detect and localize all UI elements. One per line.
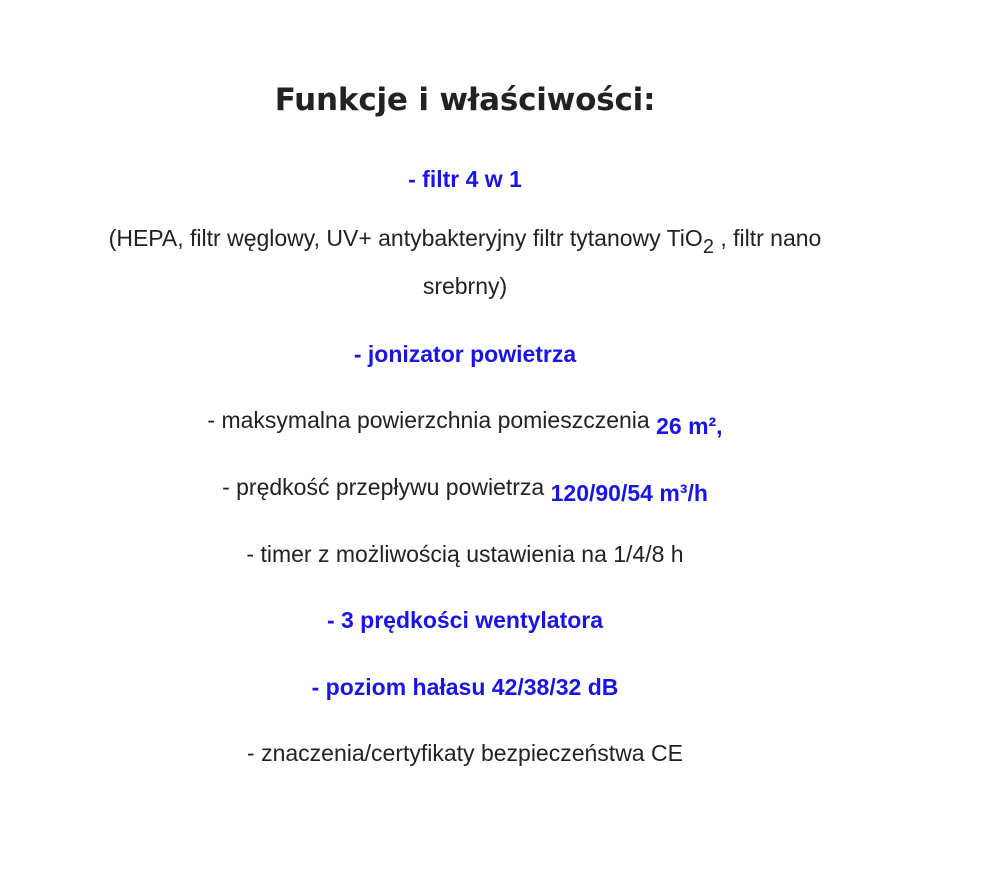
airflow-label: - prędkość przepływu powietrza — [222, 474, 551, 500]
feature-filter-title: - filtr 4 w 1 — [408, 166, 522, 192]
feature-certificates: - znaczenia/certyfikaty bezpieczeństwa CE — [247, 740, 683, 766]
filter-description-text-end: , filtr nano — [713, 225, 822, 251]
feature-noise-level: - poziom hałasu 42/38/32 dB — [311, 674, 619, 700]
feature-ionizer: - jonizator powietrza — [353, 341, 577, 367]
page-title: Funkcje i właściwości: — [274, 82, 656, 118]
filter-description-subscript: 2 — [702, 236, 714, 258]
room-area-label: - maksymalna powierzchnia pomieszczenia — [207, 407, 657, 433]
feature-timer: - timer z możliwością ustawienia na 1/4/8 h — [246, 541, 684, 567]
feature-filter-description-line2: srebrny) — [422, 273, 508, 299]
airflow-value: 120/90/54 m³/h — [550, 480, 708, 506]
filter-description-text: (HEPA, filtr węglowy, UV+ antybakteryjny filtr tytanowy TiO — [108, 225, 703, 251]
feature-filter-description — [0, 223, 930, 258]
feature-room-area — [0, 405, 930, 439]
feature-fan-speeds: - 3 prędkości wentylatora — [326, 607, 604, 633]
feature-airflow — [0, 472, 930, 506]
room-area-value: 26 m², — [656, 413, 723, 439]
